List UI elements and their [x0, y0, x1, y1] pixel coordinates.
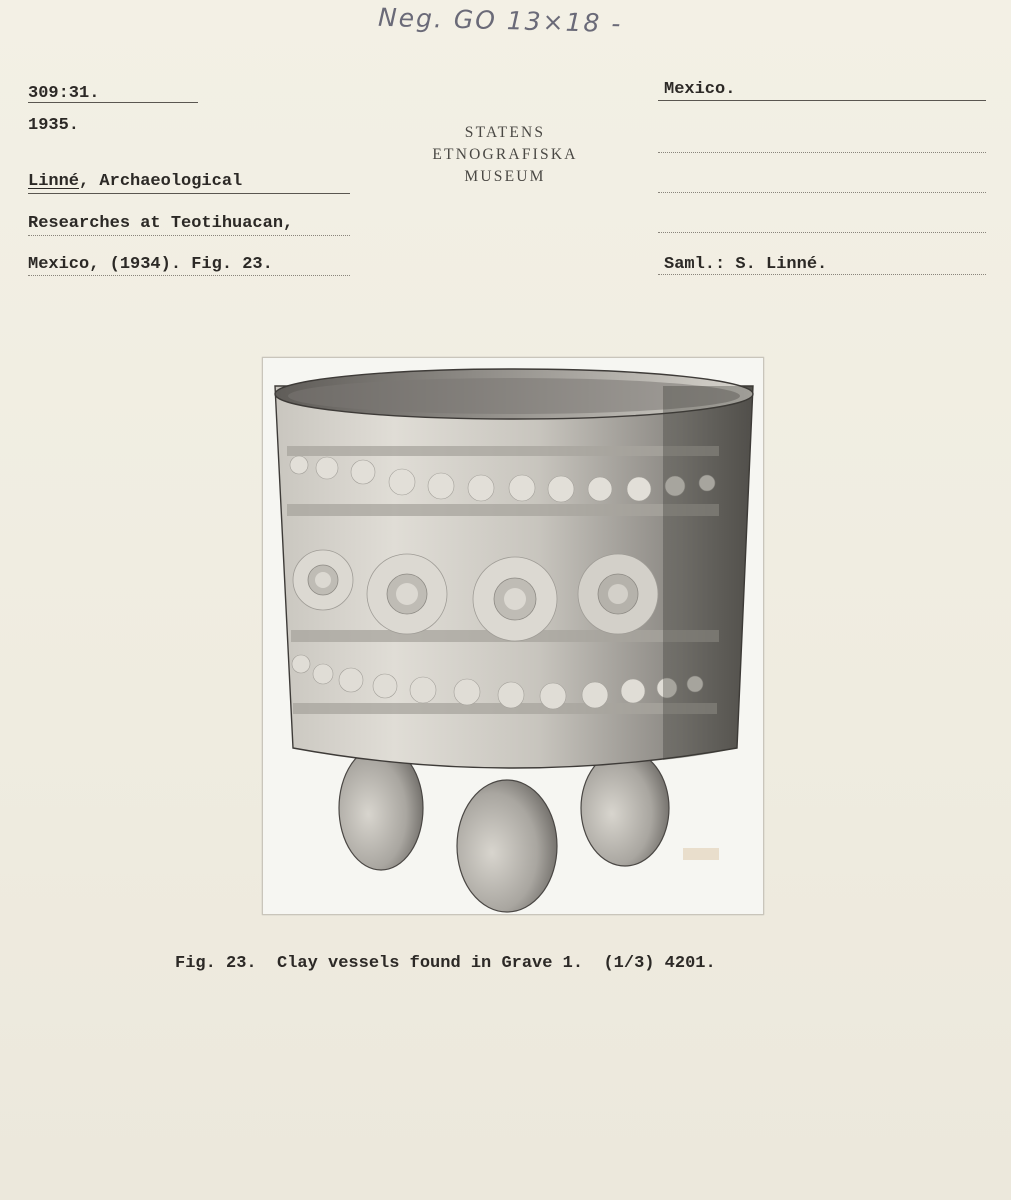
museum-stamp — [380, 122, 630, 188]
blank-rule — [658, 232, 986, 233]
blank-rule — [658, 192, 986, 193]
collection-rule — [658, 274, 986, 275]
vessel-ring-motif — [293, 550, 353, 610]
catalog-number: 309:31. — [28, 84, 100, 103]
museum-stamp-line: MUSEUM — [464, 168, 546, 185]
blank-rule — [658, 152, 986, 153]
vessel-leg — [581, 750, 669, 866]
collection: Saml.: S. Linné. — [664, 255, 828, 274]
reference-title-start: , Archaeological — [79, 172, 243, 191]
vessel-ring-motif — [578, 554, 658, 634]
vessel-leg — [457, 780, 557, 912]
reference-line-1 — [28, 172, 242, 191]
vessel-ring-motif — [473, 557, 557, 641]
reference-author: Linné — [28, 172, 80, 191]
reference-line-3-rule — [28, 275, 350, 276]
vessel-drawing — [263, 358, 763, 914]
paper-stain — [683, 848, 719, 860]
reference-line-2: Researches at Teotihuacan, — [28, 214, 294, 233]
year: 1935. — [28, 116, 80, 135]
country: Mexico. — [664, 80, 736, 99]
reference-line-2-rule — [28, 235, 350, 236]
country-rule — [658, 100, 986, 101]
figure-caption: Fig. 23. Clay vessels found in Grave 1. (1/3) 4201. — [175, 954, 716, 973]
museum-stamp-line: STATENS — [464, 124, 546, 141]
museum-stamp-line: ETNOGRAFISKA — [432, 146, 578, 163]
vessel-ring-motif — [367, 554, 447, 634]
vessel-illustration — [262, 357, 764, 915]
handwritten-negative-note: Neg. GO 13×18 - — [377, 2, 623, 39]
reference-line-3: Mexico, (1934). Fig. 23. — [28, 255, 273, 274]
vessel-leg — [339, 746, 423, 870]
catalog-number-rule — [28, 102, 198, 103]
reference-line-1-rule — [28, 193, 350, 194]
